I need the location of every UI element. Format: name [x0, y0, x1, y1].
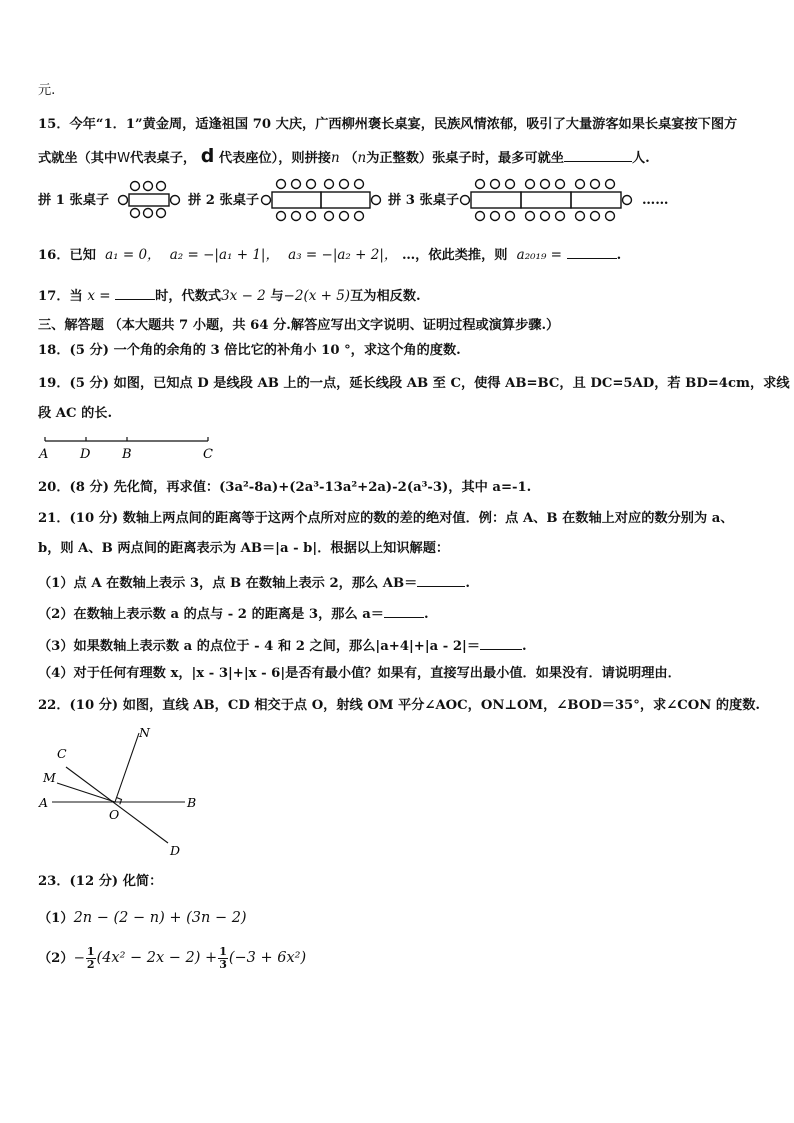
q21-part1-blank[interactable] — [417, 572, 465, 587]
q15-label-1: 拼 1 张桌子 — [38, 193, 110, 208]
point-c-label: C — [57, 746, 67, 761]
point-d-label: D — [170, 843, 181, 858]
q19-line2: 段 AC 的长. — [38, 406, 113, 421]
q14-tail: 元. — [38, 83, 56, 98]
q23-title: 23．(12 分) 化简： — [38, 874, 163, 889]
q15-label-3: 拼 3 张桌子 — [388, 193, 460, 208]
two-tables-figure — [262, 180, 381, 221]
q21-line1: 21．(10 分) 数轴上两点间的距离等于这两个点所对应的数的差的绝对值．例：点 A、B 在数轴上对应的数分别为 a、 — [38, 511, 734, 526]
q17: 17．当 x = 时，代数式3x − 2 与−2(x + 5)互为相反数. — [38, 285, 421, 306]
point-d-label: D — [80, 447, 91, 462]
point-n-label: N — [139, 725, 150, 740]
one-table-figure — [119, 182, 180, 218]
q21-part2-blank[interactable] — [384, 603, 424, 618]
q21-part4: （4）对于任何有理数 x，|x - 3|+|x - 6|是否有最小值？如果有，直接写出最小值．如果没有．请说明理由． — [38, 666, 681, 681]
q21-part2: （2）在数轴上表示数 a 的点与 - 2 的距离是 3，那么 a＝ . — [38, 603, 429, 624]
table-arrangement-figure — [0, 0, 794, 230]
q23-part2: （2）− $\frac{1}{2}$ (4x² − 2x − 2) + $\frac{1}{3}$ (−3 + 6x²) — [38, 945, 307, 971]
fraction-one-half: $\frac{1}{2}$ — [86, 945, 95, 971]
q16-answer-blank[interactable] — [567, 244, 617, 259]
point-a-label: A — [39, 795, 49, 810]
q15-line2: 式就坐（其中W代表桌子， d 代表座位），则拼接n （n为正整数）张桌子时，最多可就坐 人. — [38, 145, 650, 167]
q18: 18．(5 分) 一个角的余角的 3 倍比它的补角小 10 °，求这个角的度数. — [38, 343, 461, 358]
point-b-label: B — [187, 795, 197, 810]
q15-ellipsis: …… — [642, 193, 669, 208]
q21-part3: （3）如果数轴上表示数 a 的点位于 - 4 和 2 之间，那么|a+4|+|a - 2|＝ . — [38, 635, 527, 656]
angle-figure — [0, 720, 240, 865]
q23-part1: （1）2n − (2 − n) + (3n − 2) — [38, 910, 247, 926]
fraction-one-third: $\frac{1}{3}$ — [219, 945, 227, 971]
q21-line2: b，则 A、B 两点间的距离表示为 AB＝|a - b|．根据以上知识解题： — [38, 541, 450, 556]
q20: 20．(8 分) 先化简，再求值：(3a²-8a)+(2a³-13a²+2a)-2(a³-3)，其中 a=-1. — [38, 480, 532, 495]
point-o-label: O — [109, 807, 120, 822]
q16: 16．已知 a₁ = 0， a₂ = −|a₁ + 1|， a₃ = −|a₂ + 2|， …，依此类推，则 a₂₀₁₉ = . — [38, 244, 621, 265]
q15-label-2: 拼 2 张桌子 — [188, 193, 260, 208]
q21-part1: （1）点 A 在数轴上表示 3，点 B 在数轴上表示 2，那么 AB＝ . — [38, 572, 470, 593]
q19-line1: 19．(5 分) 如图，已知点 D 是线段 AB 上的一点，延长线段 AB 至 C，使得 AB=BC，且 DC=5AD，若 BD=4cm，求线 — [38, 376, 790, 391]
section-3-heading: 三、解答题 （本大题共 7 小题，共 64 分.解答应写出文字说明、证明过程或演算步骤.） — [38, 318, 560, 333]
q15-line1: 15．今年“1．1”黄金周，适逢祖国 70 大庆，广西柳州褒长桌宴，民族风情浓郁，吸引了大量游客如果长桌宴按下图方 — [38, 117, 738, 132]
q17-answer-blank[interactable] — [115, 285, 155, 300]
point-a-label: A — [39, 447, 49, 462]
segment-figure — [0, 430, 260, 466]
three-tables-figure — [461, 180, 632, 221]
q21-part3-blank[interactable] — [480, 635, 522, 650]
point-m-label: M — [43, 770, 56, 785]
point-c-label: C — [203, 447, 213, 462]
point-b-label: B — [122, 447, 132, 462]
q22: 22．(10 分) 如图，直线 AB，CD 相交于点 O，射线 OM 平分∠AOC，ON⊥OM，∠BOD＝35°，求∠CON 的度数. — [38, 698, 761, 713]
